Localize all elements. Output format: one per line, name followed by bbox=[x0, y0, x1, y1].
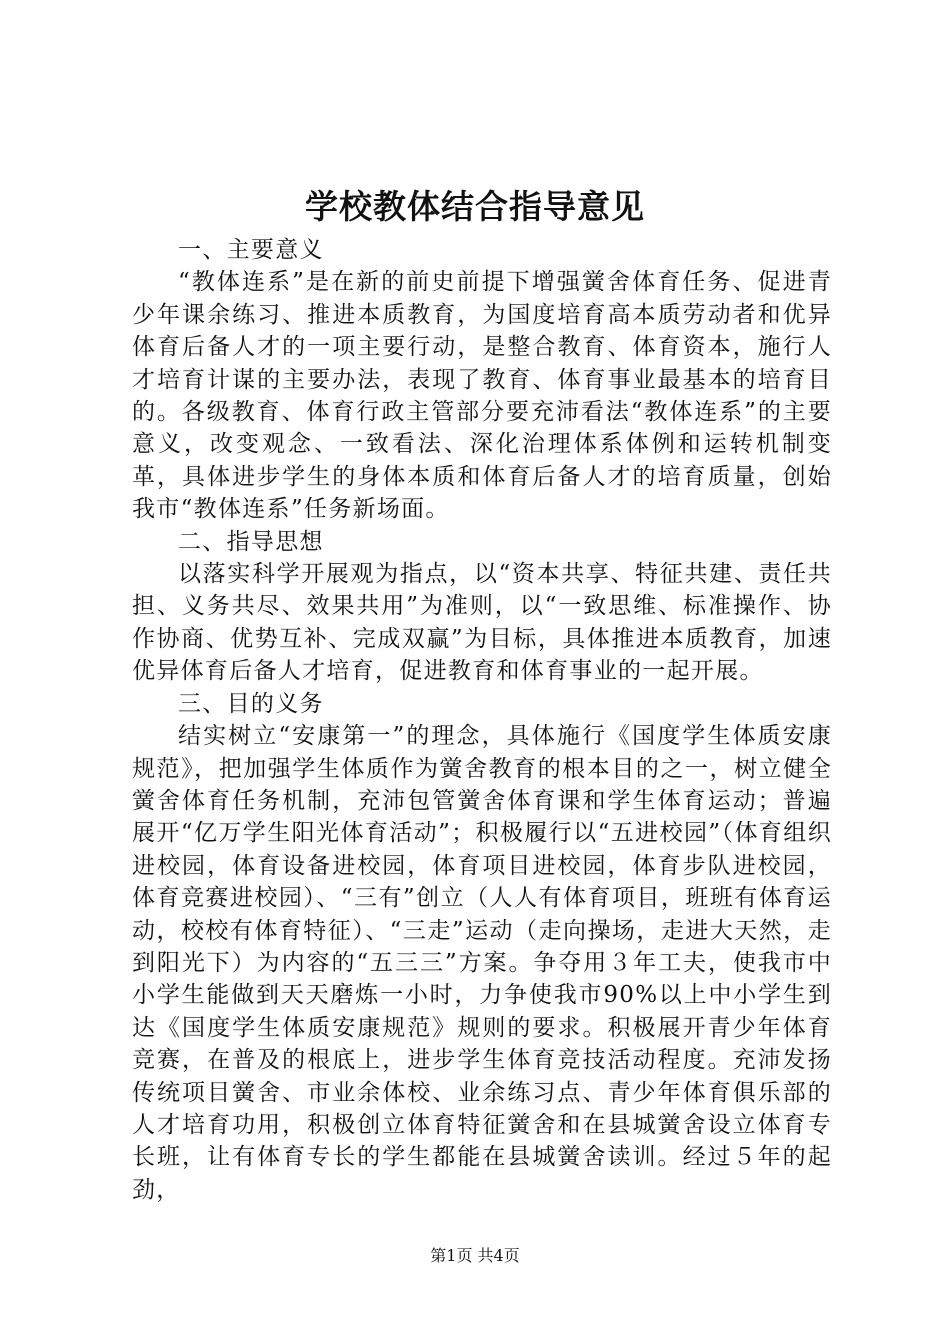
section-paragraph-2: 以落实科学开展观为指点，以“资本共享、特征共建、责任共担、义务共尽、效果共用”为准则，以“一致思维、标准操作、协作协商、优势互补、完成双赢”为目标，具体推进本质教育，加速优异体育后备人才培育，促进教育和体育事业的一起开展。 bbox=[132, 561, 832, 685]
section-heading-3: 三、目的义务 bbox=[178, 690, 324, 717]
document-title: 学校教体结合指导意见 bbox=[305, 187, 645, 226]
document-body bbox=[132, 234, 832, 1206]
section-heading-2: 二、指导思想 bbox=[178, 528, 324, 555]
section-paragraph-1: “教体连系”是在新的前史前提下增强黉舍体育任务、促进青少年课余练习、推进本质教育，为国度培育高本质劳动者和优异体育后备人才的一项主要行动，是整合教育、体育资本，施行人才培育计谋的主要办法，表现了教育、体育事业最基本的培育目的。各级教育、体育行政主管部分要充沛看法“教体连系”的主要意义，改变观念、一致看法、深化治理体系体例和运转机制变革，具体进步学生的身体本质和体育后备人才的培育质量，创始我市“教体连系”任务新场面。 bbox=[132, 269, 832, 523]
page-number-footer: 第1页 共4页 bbox=[430, 1246, 520, 1265]
section-paragraph-3: 结实树立“安康第一”的理念，具体施行《国度学生体质安康规范》，把加强学生体质作为黉舍教育的根本目的之一，树立健全黉舍体育任务机制，充沛包管黉舍体育课和学生体育运动；普遍展开“亿万学生阳光体育活动”；积极履行以“五进校园”（体育组织进校园，体育设备进校园，体育项目进校园，体育步队进校园，体育竞赛进校园）、“三有”创立（人人有体育项目，班班有体育运动，校校有体育特征）、“三走”运动（走向操场，走进大天然，走到阳光下）为内容的“五三三”方案。争夺用３年工夫，使我市中小学生能做到天天磨炼一小时，力争使我市90%以上中小学生到达《国度学生体质安康规范》规则的要求。积极展开青少年体育竞赛，在普及的根底上，进步学生体育竞技活动程度。充沛发扬传统项目黉舍、市业余体校、业余练习点、青少年体育俱乐部的人才培育功用，积极创立体育特征黉舍和在县城黉舍设立体育专长班，让有体育专长的学生都能在县城黉舍读训。经过５年的起劲， bbox=[132, 723, 832, 1203]
section-heading-1: 一、主要意义 bbox=[178, 237, 324, 263]
